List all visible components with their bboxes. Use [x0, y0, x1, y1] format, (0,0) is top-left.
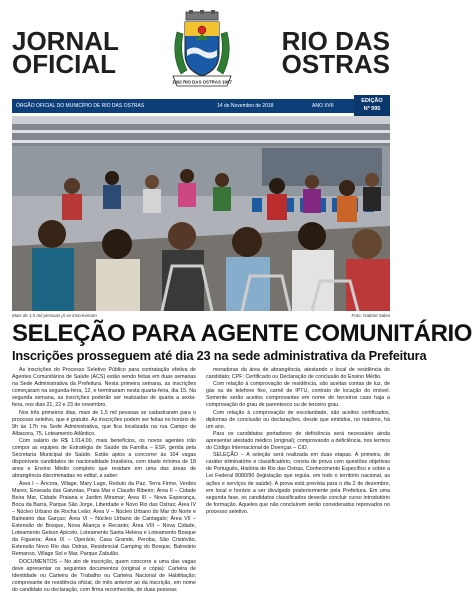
masthead-word-ostras: OSTRAS: [281, 49, 390, 79]
article-body: [12, 367, 390, 593]
photo-caption: Mais de 1,5 mil pessoas já se inscreveram: [12, 313, 97, 318]
paragraph: Com relação à comprovação de residência, são aceitas contas de luz, de gás ou de telefone fixo, carnê de IPTU, contrato de locação do imóvel. Somente serão aceitos comprovantes em nome de terceiros caso haja a comprovação do grau de parentesco ou de terceiro grau.: [206, 381, 390, 409]
edition-label: EDIÇÃO: [361, 98, 383, 104]
paragraph: Nos três primeiros dias, mais de 1,5 mil pessoas se cadastraram para o processo seletivo, que é gratuito. As inscrições podem ser feitas no horário de 9h às 17h na Sede Administrativa, que fica localizada na rua Campo de Albacora, 75, Loteamento Atlântico.: [12, 409, 196, 437]
city-crest-icon: [169, 10, 235, 94]
issue-date: 14 de Novembro de 2018: [217, 103, 274, 109]
paragraph: As inscrições do Processo Seletivo Público para contratação efetiva de Agentes Comunitários de Saúde (ACS) estão sendo feitas em duas semanas na Sede Administrativa da Prefeitura. Nesta primeira semana, as inscrições começaram na segunda-feira, 12, e terminaram nesta quarta-feira, dia 15. Na segunda semana, as inscrições poderão ser realizadas de quarta a sexta-feira, nos dias 21, 22 e 23 de novembro.: [12, 367, 196, 409]
paragraph: Com relação à comprovação de escolaridade, são aceitos certificados, diplomas de conclusão ou declarações, desde que emitidos, no máximo, há um ano.: [206, 409, 390, 430]
paragraph: DOCUMENTOS – No ato de inscrição, quem concorre a uma das vagas deve apresentar os seguintes documentos (original e cópia): Carteira de Identidade ou Carteira de Trabalho ou Carteira Nacional de Habilitação; comprovante de residência oficial, do mês anterior ao da inscrição, em nome do candidato ou declaração, com firma reconhecida, de duas pessoas: [12, 558, 196, 593]
masthead: [12, 4, 390, 99]
masthead-word-oficial: OFICIAL: [12, 49, 116, 79]
crest-ribbon-text: 1992 RIO DAS OSTRAS 1997: [172, 79, 232, 85]
issue-year: ANO XVII: [312, 103, 334, 109]
paragraph: SELEÇÃO – A seleção será realizada em duas etapas. A primeira, de caráter eliminatório e classificatório, consta de prova com questões objetivas de Português, História de Rio das Ostras, Conhecimento Específico e sobre a Lei Federal 8080/90 (legislação que regula, em todo o território nacional, as ações e serviços de saúde). A prova está prevista para o dia 2 de dezembro, em local e horário a ser divulgado posteriormente pela Prefeitura. Em uma segunda fase, os candidatos classificados deverão concluir curso introdutório de formação. Aqueles que não concluírem serão considerados reprovados no processo seletivo.: [206, 452, 390, 515]
paragraph: moradoras da área de abrangência, atestando o local de residência do candidato; CPF; Certificado ou Declaração de conclusão do Ensino Médio.: [206, 367, 390, 381]
masthead-word-rio-das: RIO DAS: [281, 26, 390, 56]
subheadline: Inscrições prosseguem até dia 23 na sede administrativa da Prefeitura: [12, 348, 427, 363]
photo-credit: Foto: Gabriel Sales: [351, 313, 390, 318]
article-column-right: [206, 367, 390, 563]
paragraph: Área I – Âncora, Village, Mary Lago, Reduto da Paz, Terra Firme, Verdes Mares, Enseada das Gaivotas, Praia Mar e Claudio Ribeiro; Área II – Cidade Beira Mar, Cidade Praiana e Jardim Miramar; Área III – Nova Esperança, Boca da Barra, Parque São Jorge, Liberdade e Novo Rio das Ostras; Área IV – Núcleo Urbano de Rocha Leão; Área V – Núcleo Urbano do Mar do Norte e Balneário das Garças; Área VI – Núcleo Urbano de Cantagalo; Área VII – Extensão do Bosque, Nova Aliança e Recanto; Área VIII – Nova Cidade, Loteamento Gelson Apicelo, Loteamento Santa Helena e Loteamento Bosque da Figueira; Área IX – Operário, Casa Grande, Peroba, São Cristóvão, Extensão Novo Rio das Ostras, Residencial Camping do Bosque, Balneário Remanso, Village Sol e Mar, Parque Zabulão.: [12, 480, 196, 558]
edition-number: Nº 995: [363, 106, 381, 112]
article-column-left: [12, 367, 196, 593]
edition-badge: [354, 95, 390, 117]
paragraph: Com salário de R$ 1.014,00, mais benefícios, os novos agentes irão compor as equipes de Estratégia de Saúde da Família – ESF, gerida pela Secretaria Municipal de Saúde. Estão aptos a concorrer às 104 vagas disponíveis candidatos de nacionalidade brasileira, com idade mínima de 18 anos e Ensino Médio completo que residam em uma das áreas de abrangência discriminadas no edital, a saber:: [12, 437, 196, 480]
masthead-title-right: [281, 26, 390, 79]
info-strip: [12, 99, 390, 113]
paragraph: Para os candidatos portadores de deficiência será necessário ainda apresentar atestado médico (original); comprovando a deficiência, nos termos do Código Internacional de Doenças – CID.: [206, 430, 390, 452]
masthead-title-left: [12, 26, 119, 79]
headline: SELEÇÃO PARA AGENTE COMUNITÁRIO: [12, 320, 472, 347]
photo-caption-bar: [12, 312, 390, 320]
masthead-word-jornal: JORNAL: [12, 26, 119, 56]
main-photo: [12, 116, 390, 311]
official-organ-label: ÓRGÃO OFICIAL DO MUNICÍPIO DE RIO DAS OSTRAS: [16, 103, 145, 109]
